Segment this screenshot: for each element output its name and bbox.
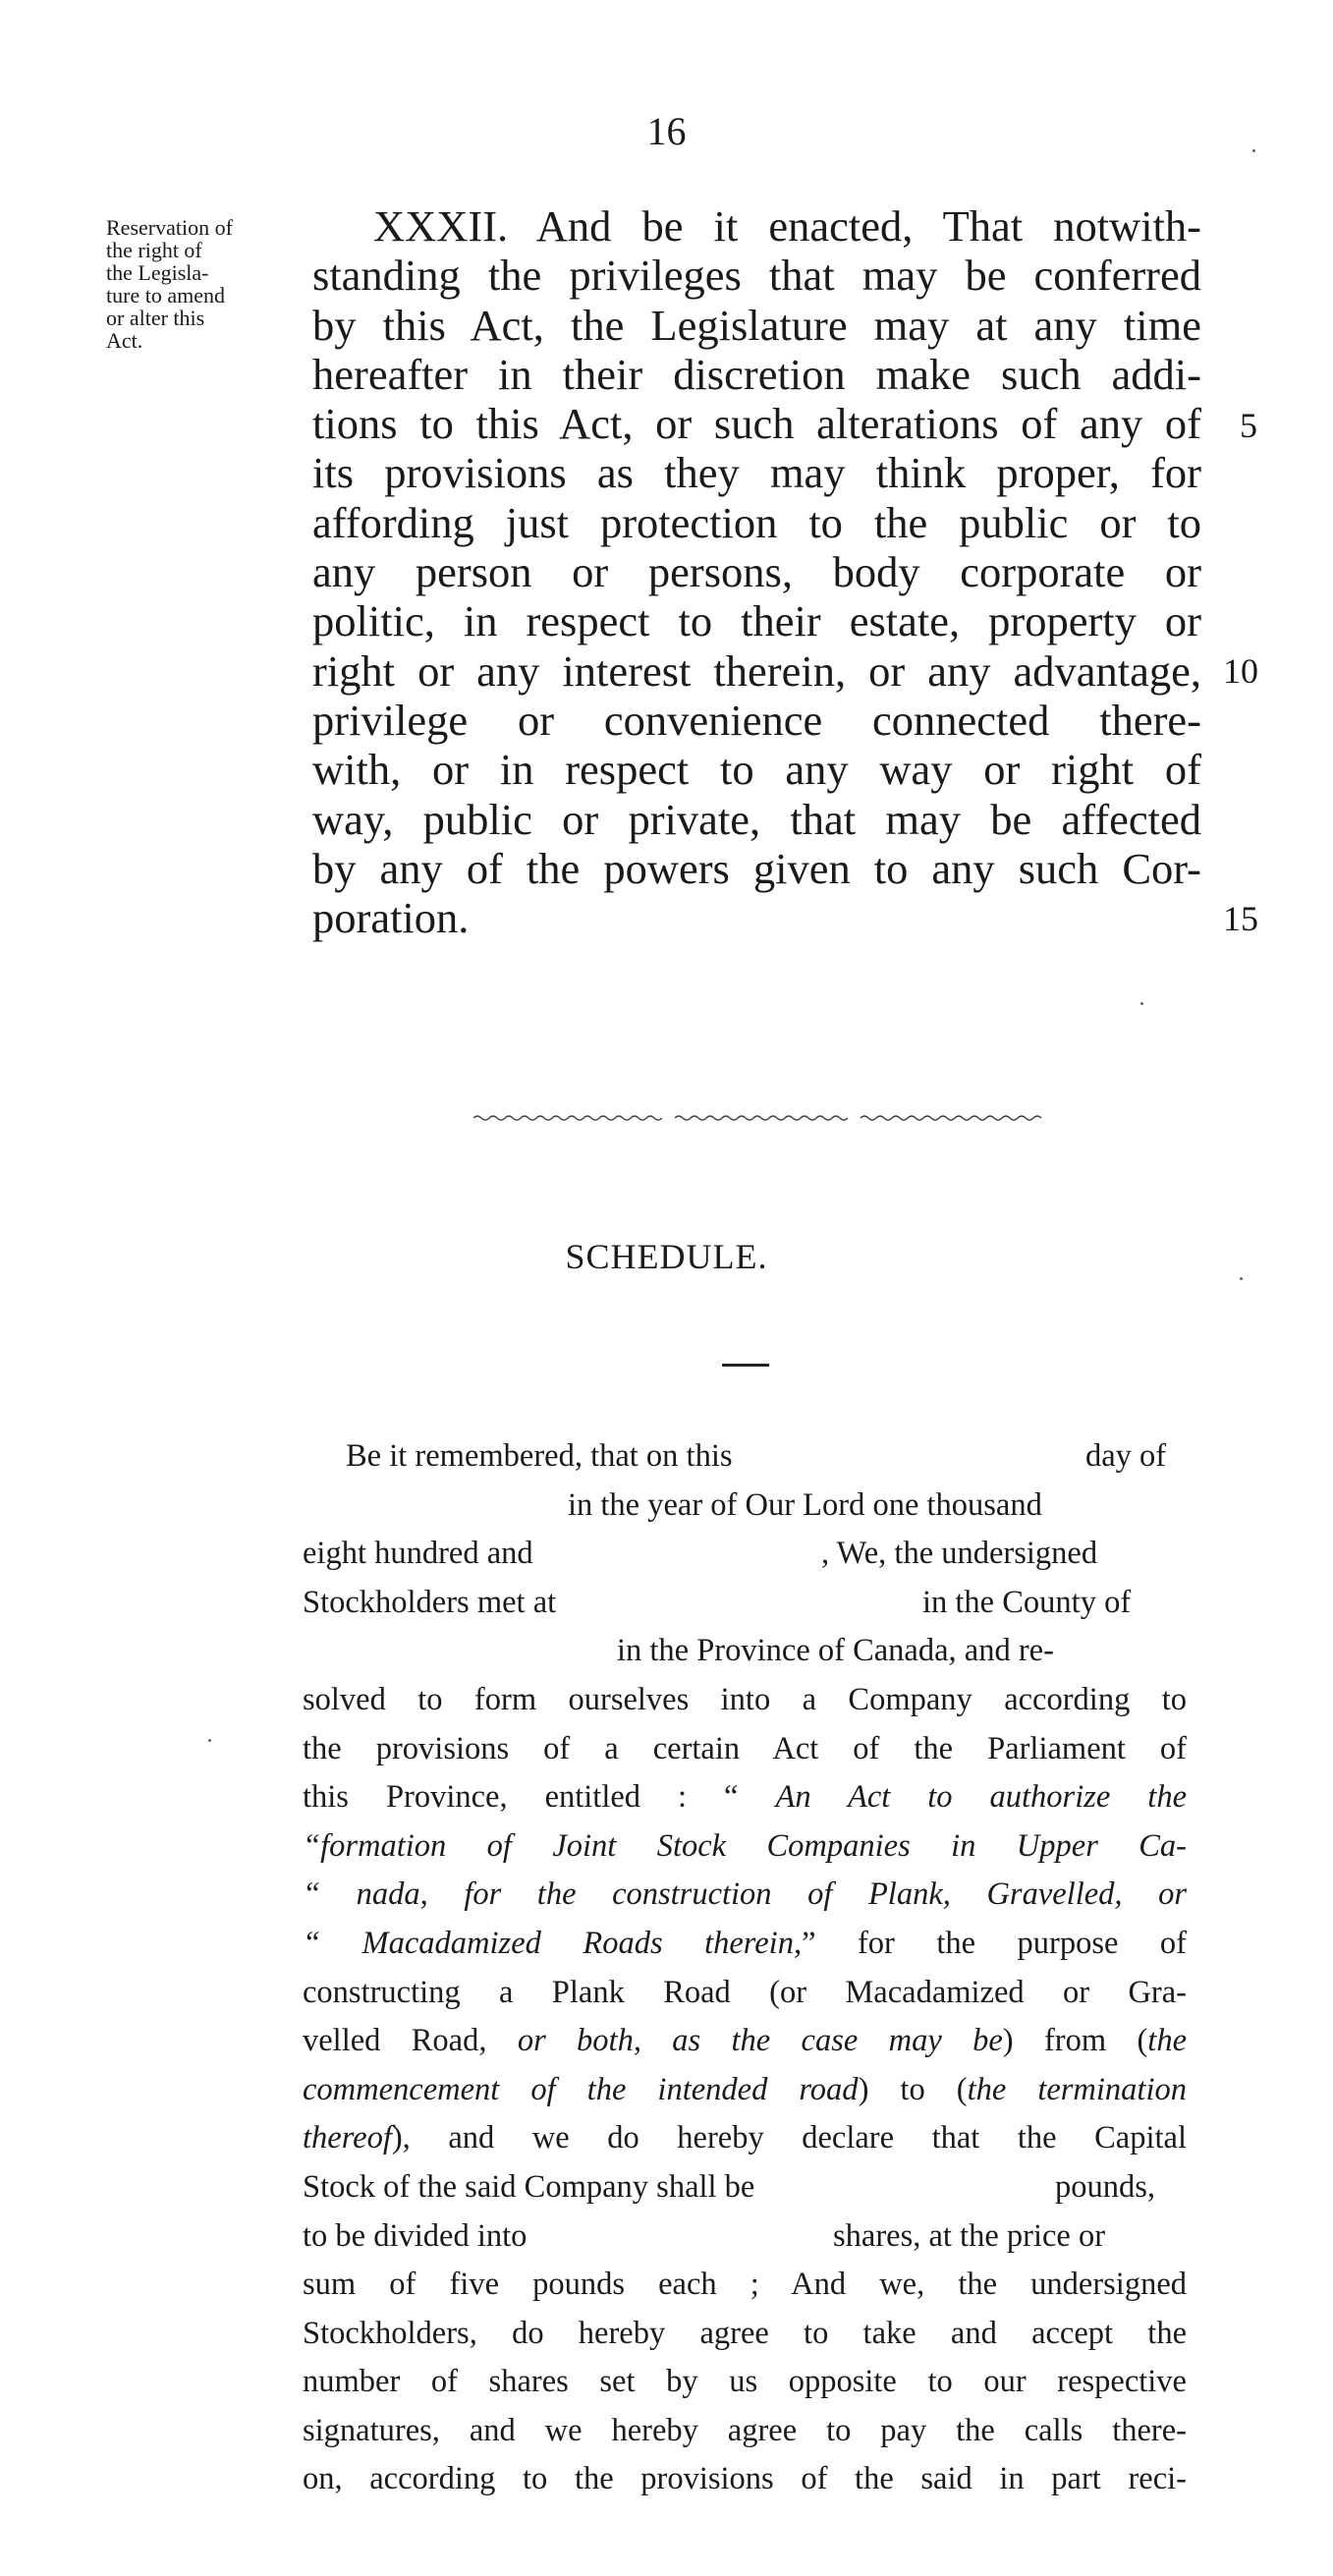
- line-number-10: 10: [1223, 651, 1258, 691]
- section-line: by this Act, the Legislature may at any time: [312, 300, 1201, 350]
- section-line: XXXII. And be it enacted, That notwith-: [373, 201, 1201, 251]
- schedule-line: constructing a Plank Road (or Macadamized or Gra-: [303, 1974, 1187, 2010]
- print-speck: [1140, 1002, 1143, 1005]
- ornamental-divider: [473, 1112, 1048, 1122]
- section-line: privilege or convenience connected there-: [312, 695, 1201, 745]
- schedule-line: Stockholders, do hereby agree to take and accept the: [303, 2315, 1187, 2351]
- line-number-15: 15: [1223, 899, 1258, 938]
- section-line: politic, in respect to their estate, property or: [312, 596, 1201, 646]
- heading-rule: [722, 1364, 769, 1367]
- page-number: 16: [646, 109, 687, 153]
- section-line: hereafter in their discretion make such addi-: [312, 349, 1201, 399]
- section-line: affording just protection to the public or to: [312, 497, 1201, 547]
- schedule-line: Be it remembered, that on this day of: [346, 1438, 1167, 1474]
- schedule-line: commencement of the intended road) to (the termination: [303, 2071, 1187, 2107]
- section-line: by any of the powers given to any such Cor-: [312, 843, 1201, 893]
- schedule-line: thereof), and we do hereby declare that the Capital: [303, 2120, 1187, 2156]
- section-xxxii: [312, 201, 1201, 942]
- section-line: with, or in respect to any way or right of: [312, 745, 1201, 795]
- section-line: any person or persons, body corporate or: [312, 547, 1201, 597]
- section-line: way, public or private, that may be affected: [312, 794, 1201, 844]
- schedule-line: solved to form ourselves into a Company according to: [303, 1681, 1187, 1717]
- section-line: standing the privileges that may be conferred: [312, 251, 1201, 301]
- margin-note-line: ture to amend: [106, 283, 225, 308]
- schedule-line: Stockholders met at in the County of: [303, 1584, 1132, 1620]
- schedule-line: on, according to the provisions of the said in part reci-: [303, 2461, 1187, 2497]
- print-speck: [1252, 149, 1255, 152]
- schedule-line: “formation of Joint Stock Companies in Upper Ca-: [303, 1827, 1187, 1864]
- margin-note-line: or alter this: [106, 306, 205, 330]
- schedule-line: to be divided into shares, at the price or: [303, 2217, 1106, 2254]
- schedule-line: “ nada, for the construction of Plank, Gravelled, or: [303, 1876, 1187, 1913]
- schedule-line: this Province, entitled : “ An Act to authorize the: [303, 1779, 1187, 1816]
- schedule-line: in the Province of Canada, and re-: [617, 1633, 1054, 1669]
- section-line: tions to this Act, or such alterations of any of: [312, 399, 1201, 449]
- schedule-line: “ Macadamized Roads therein,” for the purpose of: [303, 1925, 1188, 1961]
- margin-note: [106, 216, 317, 352]
- schedule-line: number of shares set by us opposite to our respective: [303, 2364, 1187, 2400]
- section-line: its provisions as they may think proper, for: [312, 448, 1201, 498]
- margin-note-line: the right of: [106, 238, 202, 262]
- margin-note-line: Reservation of: [106, 215, 233, 240]
- line-number-5: 5: [1240, 406, 1257, 445]
- print-speck: [1240, 1277, 1243, 1280]
- schedule-line: eight hundred and , We, the undersigned: [303, 1536, 1098, 1572]
- schedule-line: the provisions of a certain Act of the Parliament of: [303, 1730, 1187, 1766]
- print-speck: [208, 1739, 211, 1742]
- schedule-form-text: [303, 1432, 1187, 2504]
- schedule-heading: SCHEDULE.: [565, 1237, 768, 1276]
- section-line: poration.: [312, 893, 470, 943]
- schedule-line: in the year of Our Lord one thousand: [568, 1486, 1042, 1523]
- schedule-line: Stock of the said Company shall be pounds,: [303, 2168, 1156, 2205]
- schedule-line: sum of five pounds each ; And we, the undersigned: [303, 2267, 1187, 2303]
- margin-note-line: Act.: [106, 328, 143, 353]
- schedule-line: velled Road, or both, as the case may be) from (the: [303, 2023, 1188, 2059]
- margin-note-line: the Legisla-: [106, 260, 209, 285]
- schedule-line: signatures, and we hereby agree to pay the calls there-: [303, 2412, 1187, 2448]
- section-line: right or any interest therein, or any advantage,: [312, 645, 1201, 696]
